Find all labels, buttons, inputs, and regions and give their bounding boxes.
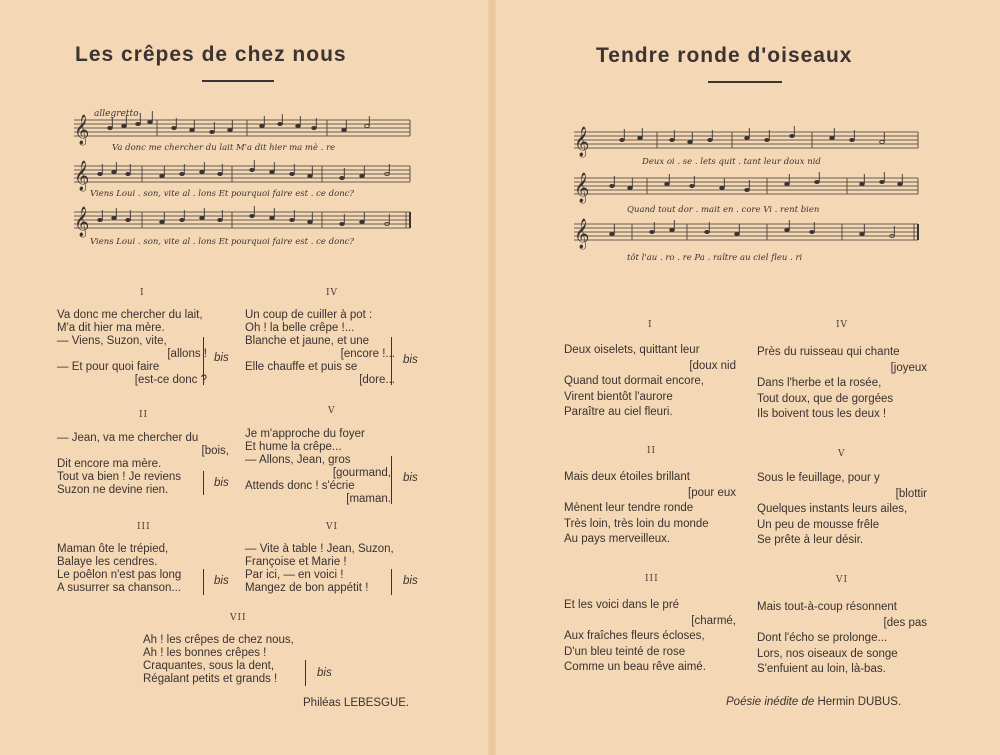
stanza-line: Va donc me chercher du lait, <box>57 309 203 321</box>
bis-marker: bis <box>214 352 229 364</box>
stanza-line: Un peu de mousse frêle <box>757 518 880 531</box>
right-staff-svg <box>572 120 922 270</box>
stanza-iv <box>245 309 395 387</box>
score-lyric-2: Quand tout dor . mait en . core Vi . rent bien <box>627 205 820 215</box>
left-title: Les crêpes de chez nous <box>75 43 347 66</box>
stanza-v <box>245 428 391 506</box>
stanza-line: [est-ce donc ? <box>134 374 207 386</box>
repeat-brace <box>391 337 392 385</box>
stanza-line: [encore !... <box>340 348 395 360</box>
stanza-line: Mais deux étoiles brillant <box>564 471 690 483</box>
stanza-line: Suzon ne devine rien. <box>57 484 169 496</box>
stanza-line: Maman ôte le trépied, <box>57 543 169 555</box>
left-staff-svg <box>62 104 417 254</box>
stanza-iii <box>57 543 207 595</box>
stanza-number-ii: II <box>647 446 657 456</box>
stanza-i <box>57 309 207 387</box>
stanza-line: Et hume la crêpe... <box>245 441 342 453</box>
stanza-line: [des pas <box>883 616 927 629</box>
svg-text:𝄞: 𝄞 <box>574 127 590 157</box>
stanza-line: Lors, nos oiseaux de songe <box>757 647 898 660</box>
stanza-line: Ah ! les bonnes crêpes ! <box>143 647 267 659</box>
stanza-number-ii: II <box>139 410 149 420</box>
stanza-ii <box>564 470 736 548</box>
stanza-line: D'un bleu teinté de rose <box>564 645 686 658</box>
right-title-rule <box>708 81 782 83</box>
stanza-line: Mènent leur tendre ronde <box>564 502 694 514</box>
stanza-vii <box>143 634 303 686</box>
stanza-iv <box>757 345 927 423</box>
stanza-line: Aux fraîches fleurs écloses, <box>564 630 705 642</box>
stanza-line: [gourmand, <box>332 467 391 479</box>
stanza-line: Quelques instants leurs ailes, <box>757 503 908 515</box>
stanza-line: Deux oiselets, quittant leur <box>564 344 700 356</box>
page-fold <box>488 0 496 755</box>
signature-prefix: Poésie inédite de <box>726 696 815 708</box>
author-first-name: Hermin <box>817 696 855 708</box>
stanza-line: Craquantes, sous la dent, <box>143 660 275 672</box>
author-last-name: LEBESGUE. <box>343 697 410 709</box>
stanza-number-iii: III <box>137 522 151 532</box>
stanza-line: Le poêlon n'est pas long <box>57 569 182 581</box>
left-signature <box>303 697 409 709</box>
stanza-line: Blanche et jaune, et une <box>245 335 370 347</box>
right-page <box>500 0 1000 755</box>
stanza-line: Tout va bien ! Je reviens <box>57 471 182 483</box>
stanza-number-v: V <box>838 449 846 459</box>
stanza-line: Balaye les cendres. <box>57 556 158 568</box>
stanza-line: [bois, <box>201 445 229 457</box>
left-title-rule <box>202 80 274 82</box>
stanza-line: Par ici, — en voici ! <box>245 569 344 581</box>
svg-text:𝄞: 𝄞 <box>574 173 590 203</box>
stanza-line: Mangez de bon appétit ! <box>245 582 369 594</box>
stanza-line: Sous le feuillage, pour y <box>757 472 880 484</box>
repeat-brace <box>203 337 204 385</box>
bis-marker: bis <box>403 575 418 587</box>
svg-text:𝄞: 𝄞 <box>74 115 90 145</box>
stanza-line: Mais tout-à-coup résonnent <box>757 601 897 613</box>
stanza-line: M'a dit hier ma mère. <box>57 322 165 334</box>
stanza-line: Se prête à leur désir. <box>757 534 864 546</box>
bis-marker: bis <box>214 575 229 587</box>
stanza-line: [maman. <box>346 493 391 505</box>
stanza-line: [blottir <box>895 487 927 500</box>
stanza-line: Régalant petits et grands ! <box>143 673 278 685</box>
stanza-line: Je m'approche du foyer <box>245 428 365 440</box>
stanza-line: Et les voici dans le pré <box>564 599 680 611</box>
stanza-line: Un coup de cuiller à pot : <box>245 309 373 321</box>
stanza-line: Dit encore ma mère. <box>57 458 162 470</box>
stanza-number-iv: IV <box>326 288 339 298</box>
stanza-line: Dont l'écho se prolonge... <box>757 632 888 644</box>
stanza-line: Comme un beau rêve aimé. <box>564 661 706 673</box>
right-signature <box>726 696 901 708</box>
right-music-score <box>572 120 922 270</box>
score-lyric-1: Va donc me chercher du lait M'a dit hier ma mè . re <box>112 143 336 153</box>
stanza-number-vi: VI <box>836 575 849 585</box>
stanza-line: [allons ! <box>167 348 207 360</box>
stanza-line: Ils boivent tous les deux ! <box>757 408 887 420</box>
stanza-number-iii: III <box>645 574 659 584</box>
stanza-line: [joyeux <box>890 361 927 374</box>
stanza-line: [dore... <box>359 374 395 386</box>
stanza-i <box>564 343 736 421</box>
stanza-number-vii: VII <box>230 613 247 623</box>
stanza-line: — Viens, Suzon, vite, <box>57 335 167 347</box>
stanza-line: — Jean, va me chercher du <box>57 432 199 444</box>
repeat-brace <box>203 471 204 495</box>
stanza-line: Elle chauffe et puis se <box>245 361 358 373</box>
score-lyric-2: Viens Loui . son, vite al . lons Et pourquoi faire est . ce donc? <box>90 189 354 199</box>
author-last-name: DUBUS. <box>857 696 902 708</box>
bis-marker: bis <box>214 477 229 489</box>
stanza-line: — Et pour quoi faire <box>57 361 160 373</box>
stanza-line: Près du ruisseau qui chante <box>757 346 900 358</box>
stanza-number-iv: IV <box>836 320 849 330</box>
svg-text:𝄞: 𝄞 <box>574 219 590 249</box>
stanza-vi <box>757 600 927 678</box>
stanza-number-i: I <box>648 320 653 330</box>
author-first-name: Philéas <box>303 697 341 709</box>
bis-marker: bis <box>403 472 418 484</box>
stanza-line: — Allons, Jean, gros <box>245 454 351 466</box>
score-lyric-1: Deux oi . se . lets quit . tant leur doux nid <box>642 157 821 167</box>
stanza-line: Dans l'herbe et la rosée, <box>757 377 882 389</box>
stanza-line: S'enfuient au loin, là-bas. <box>757 663 886 675</box>
score-lyric-3: tôt l'au . ro . re Pa . raître au ciel fleu . ri <box>627 253 803 263</box>
stanza-line: Oh ! la belle crêpe !... <box>245 322 355 334</box>
stanza-line: Virent bientôt l'aurore <box>564 390 673 403</box>
stanza-line: Tout doux, que de gorgées <box>757 392 894 405</box>
stanza-line: Ah ! les crêpes de chez nous, <box>143 634 294 646</box>
left-page <box>0 0 480 755</box>
right-title: Tendre ronde d'oiseaux <box>596 44 853 67</box>
stanza-line: Au pays merveilleux. <box>564 533 671 545</box>
repeat-brace <box>391 569 392 595</box>
stanza-line: [doux nid <box>689 359 736 372</box>
stanza-line: A susurrer sa chanson... <box>57 582 182 594</box>
score-lyric-3: Viens Loui . son, vite al . lons Et pourquoi faire est . ce donc? <box>90 237 354 247</box>
stanza-line: Paraître au ciel fleuri. <box>564 406 673 418</box>
stanza-number-vi: VI <box>326 522 339 532</box>
stanza-line: Très loin, très loin du monde <box>564 517 709 530</box>
stanza-line: [charmé, <box>691 614 736 627</box>
svg-text:𝄞: 𝄞 <box>74 207 90 237</box>
bis-marker: bis <box>403 354 418 366</box>
stanza-number-i: I <box>140 288 145 298</box>
left-music-score <box>62 104 417 254</box>
stanza-line: [pour eux <box>688 486 736 499</box>
stanza-line: — Vite à table ! Jean, Suzon, <box>245 543 394 555</box>
stanza-number-v: V <box>328 406 336 416</box>
repeat-brace <box>203 569 204 595</box>
stanza-iii <box>564 598 736 676</box>
tempo-marking: allegretto <box>94 109 139 119</box>
stanza-line: Attends donc ! s'écrie <box>245 480 355 492</box>
stanza-v <box>757 471 927 549</box>
svg-text:𝄞: 𝄞 <box>74 161 90 191</box>
repeat-brace <box>305 660 306 686</box>
repeat-brace <box>391 456 392 504</box>
stanza-line: Françoise et Marie ! <box>245 556 347 568</box>
stanza-vi <box>245 543 395 595</box>
bis-marker: bis <box>317 667 332 679</box>
stanza-line: Quand tout dormait encore, <box>564 375 704 387</box>
